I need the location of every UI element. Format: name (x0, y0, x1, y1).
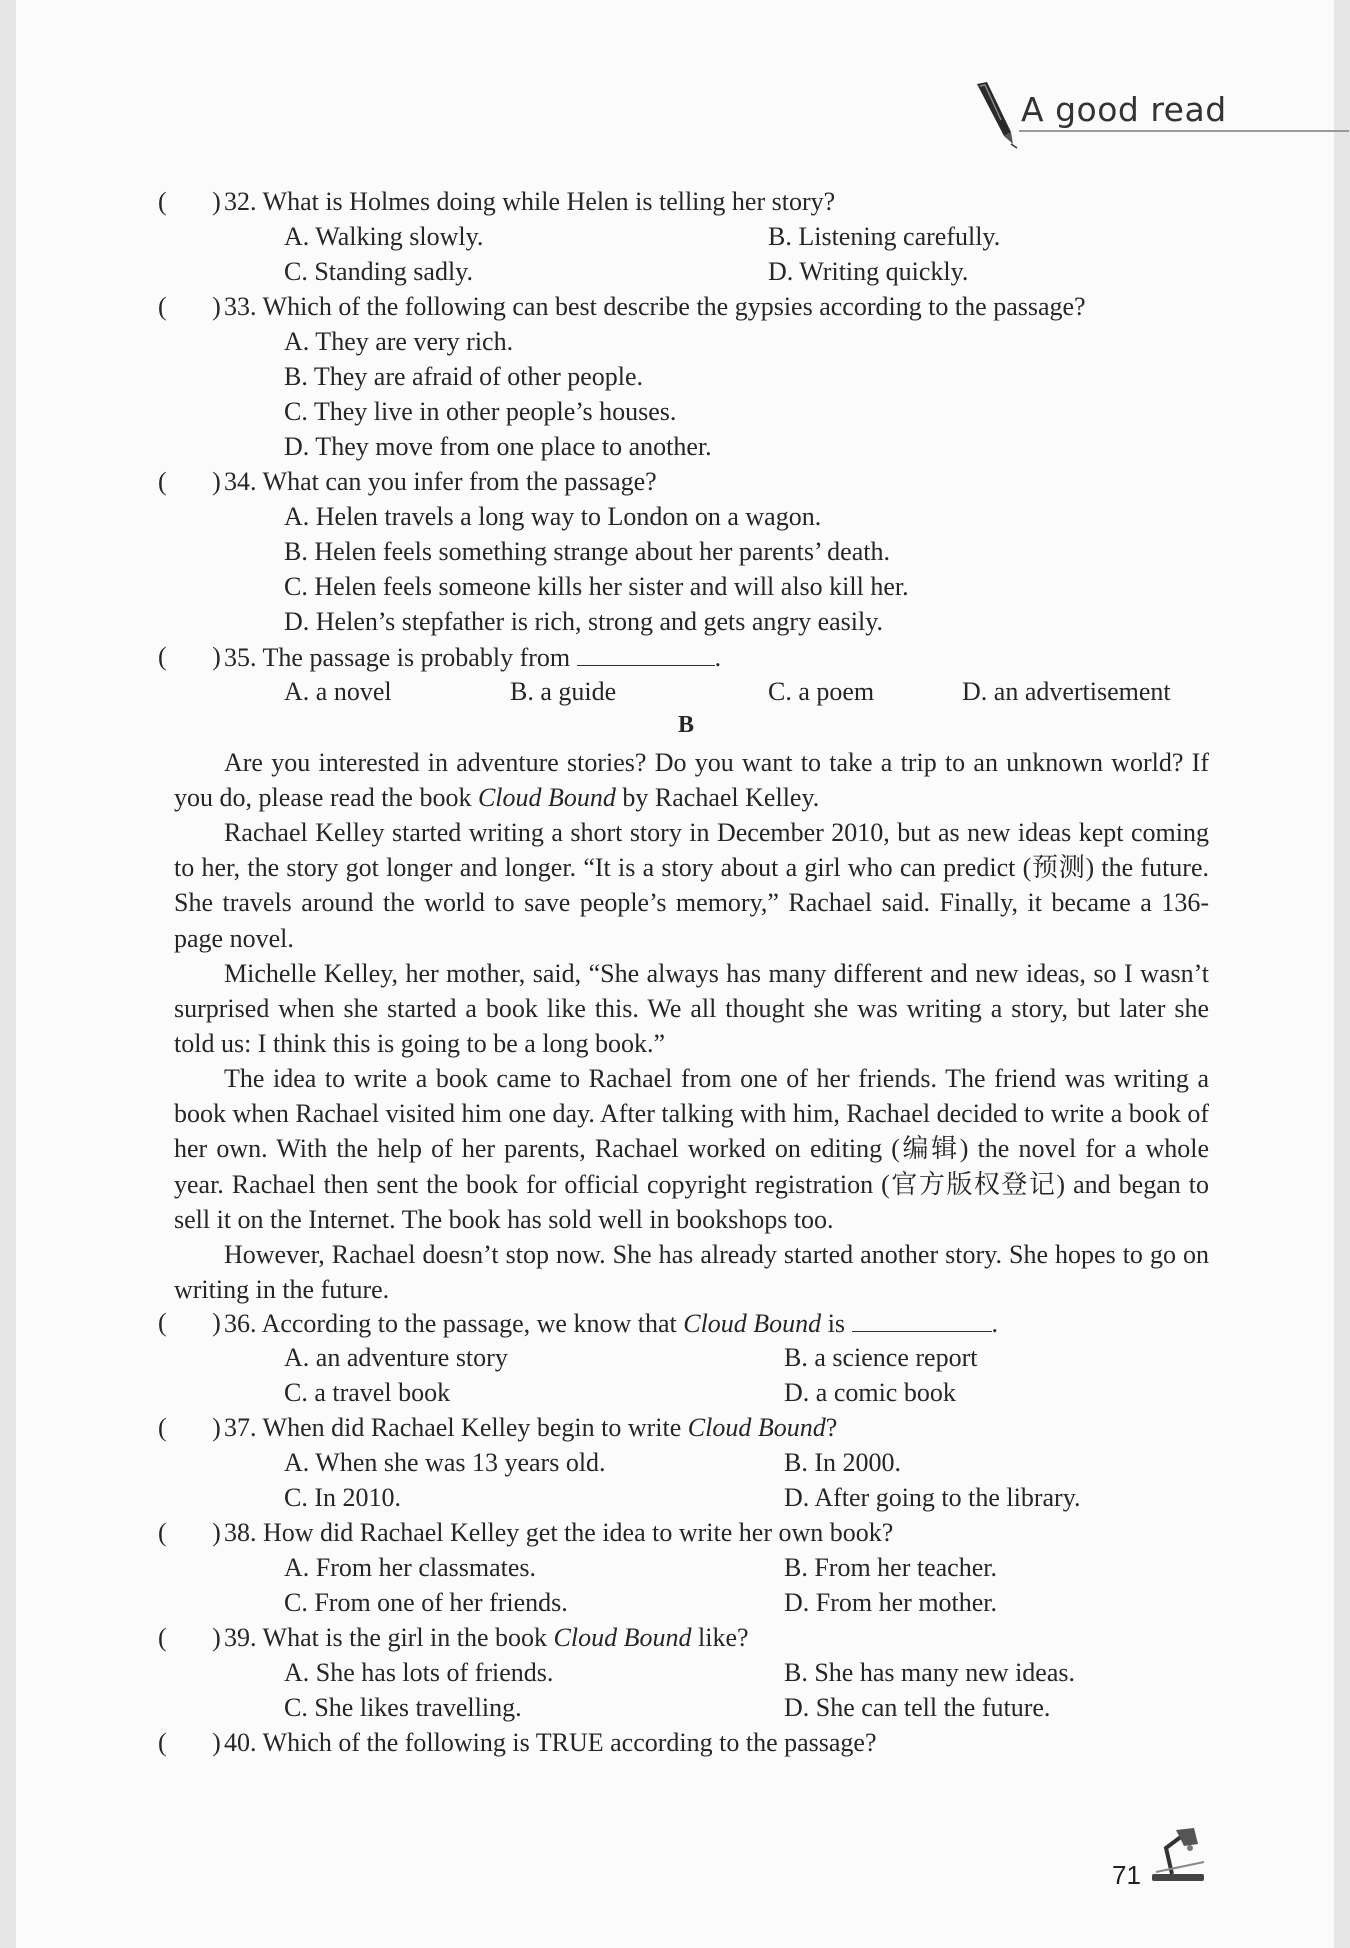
option-b[interactable]: B. a science report (784, 1343, 978, 1372)
answer-bracket[interactable]: ( ) (158, 642, 221, 671)
question-stem: Which of the following can best describe the gypsies according to the passage? (262, 292, 1086, 321)
option-b[interactable]: B. a guide (510, 677, 617, 706)
question-number: 40 (224, 1728, 250, 1757)
option-a[interactable]: A. She has lots of friends. (284, 1658, 554, 1687)
option-a[interactable]: A. From her classmates. (284, 1553, 537, 1582)
question-stem: How did Rachael Kelley get the idea to write her own book? (263, 1518, 894, 1547)
section-label: B (678, 712, 695, 738)
option-c[interactable]: C. From one of her friends. (284, 1588, 568, 1617)
section-title: A good read (1021, 90, 1227, 129)
option-d[interactable]: D. Helen’s stepfather is rich, strong and gets angry easily. (284, 607, 884, 636)
option-c[interactable]: C. She likes travelling. (284, 1693, 522, 1722)
option-c[interactable]: C. In 2010. (284, 1483, 401, 1512)
question-stem: What can you infer from the passage? (262, 467, 657, 496)
option-d[interactable]: D. an advertisement (962, 677, 1171, 706)
option-a[interactable]: A. Helen travels a long way to London on a wagon. (284, 502, 822, 531)
passage-paragraph-4: The idea to write a book came to Rachael from one of her friends. The friend was writing a book when Rachael visited him one day. After talking with him, Rachael decided to write a book of her own. With the help of her parents, Rachael worked on editing (编辑) the novel for a whole year. Rachael then sent the book for official copyright registration (官方版权登记) and began to sell it on the Internet. The book has sold well in bookshops too. (174, 1064, 1209, 1234)
option-c[interactable]: C. They live in other people’s houses. (284, 397, 677, 426)
desk-lamp-icon (1146, 1826, 1210, 1884)
answer-bracket[interactable]: ( ) (158, 1623, 221, 1652)
option-b[interactable]: B. They are afraid of other people. (284, 362, 644, 391)
option-b[interactable]: B. She has many new ideas. (784, 1658, 1076, 1687)
option-c[interactable]: C. a travel book (284, 1378, 451, 1407)
passage-text: Are you interested in adventure stories? Do you want to take a trip to an unknown world? If you do, please read the book Cloud Bound by Rachael Kelley. (174, 748, 1209, 813)
option-d[interactable]: D. Writing quickly. (768, 257, 969, 286)
option-b[interactable]: B. In 2000. (784, 1448, 901, 1477)
question-number: 35 (224, 643, 250, 672)
answer-blank[interactable] (577, 641, 715, 666)
answer-blank[interactable] (852, 1307, 992, 1332)
option-d[interactable]: D. After going to the library. (784, 1483, 1081, 1512)
question-number: 32 (224, 187, 250, 216)
answer-bracket[interactable]: ( ) (158, 1413, 221, 1442)
page-number: 71 (1112, 1860, 1141, 1890)
header-rule (1019, 130, 1349, 132)
header (971, 80, 1350, 140)
question-text: 36. According to the passage, we know that Cloud Bound is . (224, 1309, 999, 1338)
question-stem: Which of the following is TRUE according to the passage? (262, 1728, 877, 1757)
question-number: 39 (224, 1623, 250, 1652)
question-number: 36 (224, 1309, 250, 1338)
answer-bracket[interactable]: ( ) (158, 292, 221, 321)
option-c[interactable]: C. Standing sadly. (284, 257, 473, 286)
option-a[interactable]: A. a novel (284, 677, 392, 706)
passage-paragraph-3: Michelle Kelley, her mother, said, “She always has many different and new ideas, so I wasn’t surprised when she started a book like this. We all thought she was writing a story, but later she told us: I think this is going to be a long book.” (174, 959, 1209, 1059)
option-b[interactable]: B. Listening carefully. (768, 222, 1001, 251)
passage-paragraph-1 (174, 745, 1209, 815)
option-a[interactable]: A. When she was 13 years old. (284, 1448, 606, 1477)
answer-bracket[interactable]: ( ) (158, 467, 221, 496)
option-c[interactable]: C. Helen feels someone kills her sister and will also kill her. (284, 572, 909, 601)
question-number: 33 (224, 292, 250, 321)
answer-bracket[interactable]: ( ) (158, 1728, 221, 1757)
question-text: 33. Which of the following can best describe the gypsies according to the passage? (224, 292, 1086, 321)
question-number: 37 (224, 1413, 250, 1442)
option-d[interactable]: D. a comic book (784, 1378, 956, 1407)
question-text: 35. The passage is probably from . (224, 643, 722, 672)
option-d[interactable]: D. She can tell the future. (784, 1693, 1051, 1722)
question-number: 34 (224, 467, 250, 496)
question-number: 38 (224, 1518, 250, 1547)
question-text: 37. When did Rachael Kelley begin to write Cloud Bound? (224, 1413, 838, 1442)
passage-paragraph-5: However, Rachael doesn’t stop now. She has already started another story. She hopes to go on writing in the future. (174, 1240, 1209, 1305)
option-b[interactable]: B. From her teacher. (784, 1553, 997, 1582)
question-text: 32. What is Holmes doing while Helen is telling her story? (224, 187, 836, 216)
option-a[interactable]: A. They are very rich. (284, 327, 514, 356)
question-stem: What is Holmes doing while Helen is telling her story? (262, 187, 836, 216)
answer-bracket[interactable]: ( ) (158, 1308, 221, 1337)
answer-bracket[interactable]: ( ) (158, 187, 221, 216)
question-text: 38. How did Rachael Kelley get the idea to write her own book? (224, 1518, 894, 1547)
question-stem: The passage is probably from (262, 643, 571, 672)
passage-paragraph-2: Rachael Kelley started writing a short story in December 2010, but as new ideas kept coming to her, the story got longer and longer. “It is a story about a girl who can predict (预测) the future. She travels around the world to save people’s memory,” Rachael said. Finally, it became a 136-page novel. (174, 818, 1209, 953)
question-text: 40. Which of the following is TRUE according to the passage? (224, 1728, 877, 1757)
option-d[interactable]: D. From her mother. (784, 1588, 998, 1617)
option-a[interactable]: A. Walking slowly. (284, 222, 484, 251)
option-c[interactable]: C. a poem (768, 677, 875, 706)
pen-icon (971, 80, 1021, 150)
question-text: 34. What can you infer from the passage? (224, 467, 657, 496)
option-b[interactable]: B. Helen feels something strange about her parents’ death. (284, 537, 890, 566)
option-a[interactable]: A. an adventure story (284, 1343, 508, 1372)
page (16, 0, 1334, 1948)
answer-bracket[interactable]: ( ) (158, 1518, 221, 1547)
question-text: 39. What is the girl in the book Cloud Bound like? (224, 1623, 749, 1652)
option-d[interactable]: D. They move from one place to another. (284, 432, 712, 461)
